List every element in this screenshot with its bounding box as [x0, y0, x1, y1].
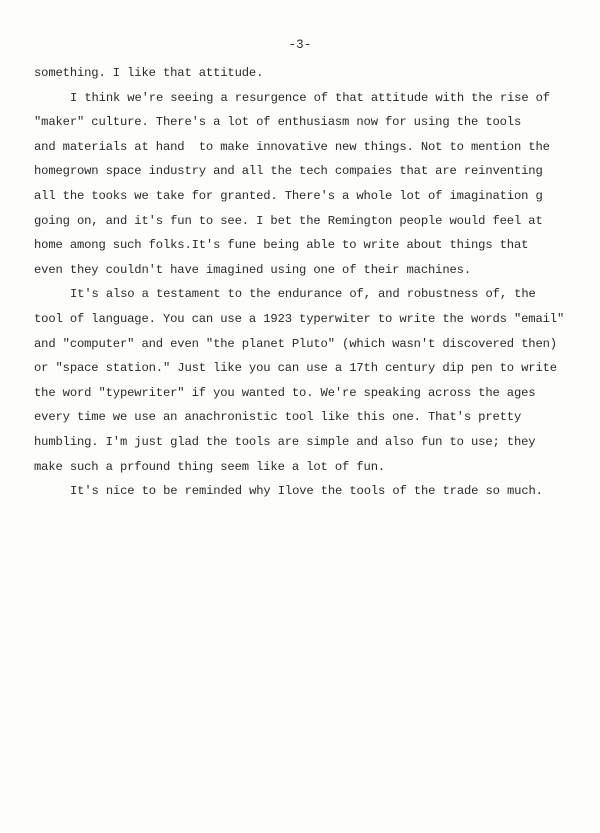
body-text — [34, 61, 574, 504]
text-line: and "computer" and even "the planet Pluto" (which wasn't discovered then) — [34, 336, 557, 351]
text-line: humbling. I'm just glad the tools are simple and also fun to use; they — [34, 434, 536, 449]
text-line: make such a prfound thing seem like a lot of fun. — [34, 459, 386, 474]
text-line: going on, and it's fun to see. I bet the Remington people would feel at — [34, 213, 543, 228]
text-line: all the tooks we take for granted. There's a whole lot of imagination g — [34, 188, 543, 203]
text-line: something. I like that attitude. — [34, 66, 264, 80]
text-line: home among such folks.It's fune being able to write about things that — [34, 238, 529, 253]
text-line: I think we're seeing a resurgence of that attitude with the rise of — [70, 90, 550, 105]
page-number: -3- — [288, 38, 312, 52]
text-line: homegrown space industry and all the tech compaies that are reinventing — [34, 164, 543, 179]
text-line: It's also a testament to the endurance of, and robustness of, the — [70, 287, 536, 302]
text-line: or "space station." Just like you can use a 17th century dip pen to write — [34, 361, 557, 376]
text-line: even they couldn't have imagined using one of their machines. — [34, 262, 471, 277]
text-line: tool of language. You can use a 1923 typerwiter to write the words "email" — [34, 311, 565, 326]
text-line: the word "typewriter" if you wanted to. We're speaking across the ages — [34, 385, 536, 400]
text-line: It's nice to be reminded why Ilove the tools of the trade so much. — [70, 484, 543, 499]
text-line: every time we use an anachronistic tool like this one. That's pretty — [34, 410, 522, 425]
text-line: "maker" culture. There's a lot of enthusiasm now for using the tools — [34, 115, 522, 130]
text-line: and materials at hand to make innovative new things. Not to mention the — [34, 139, 550, 154]
